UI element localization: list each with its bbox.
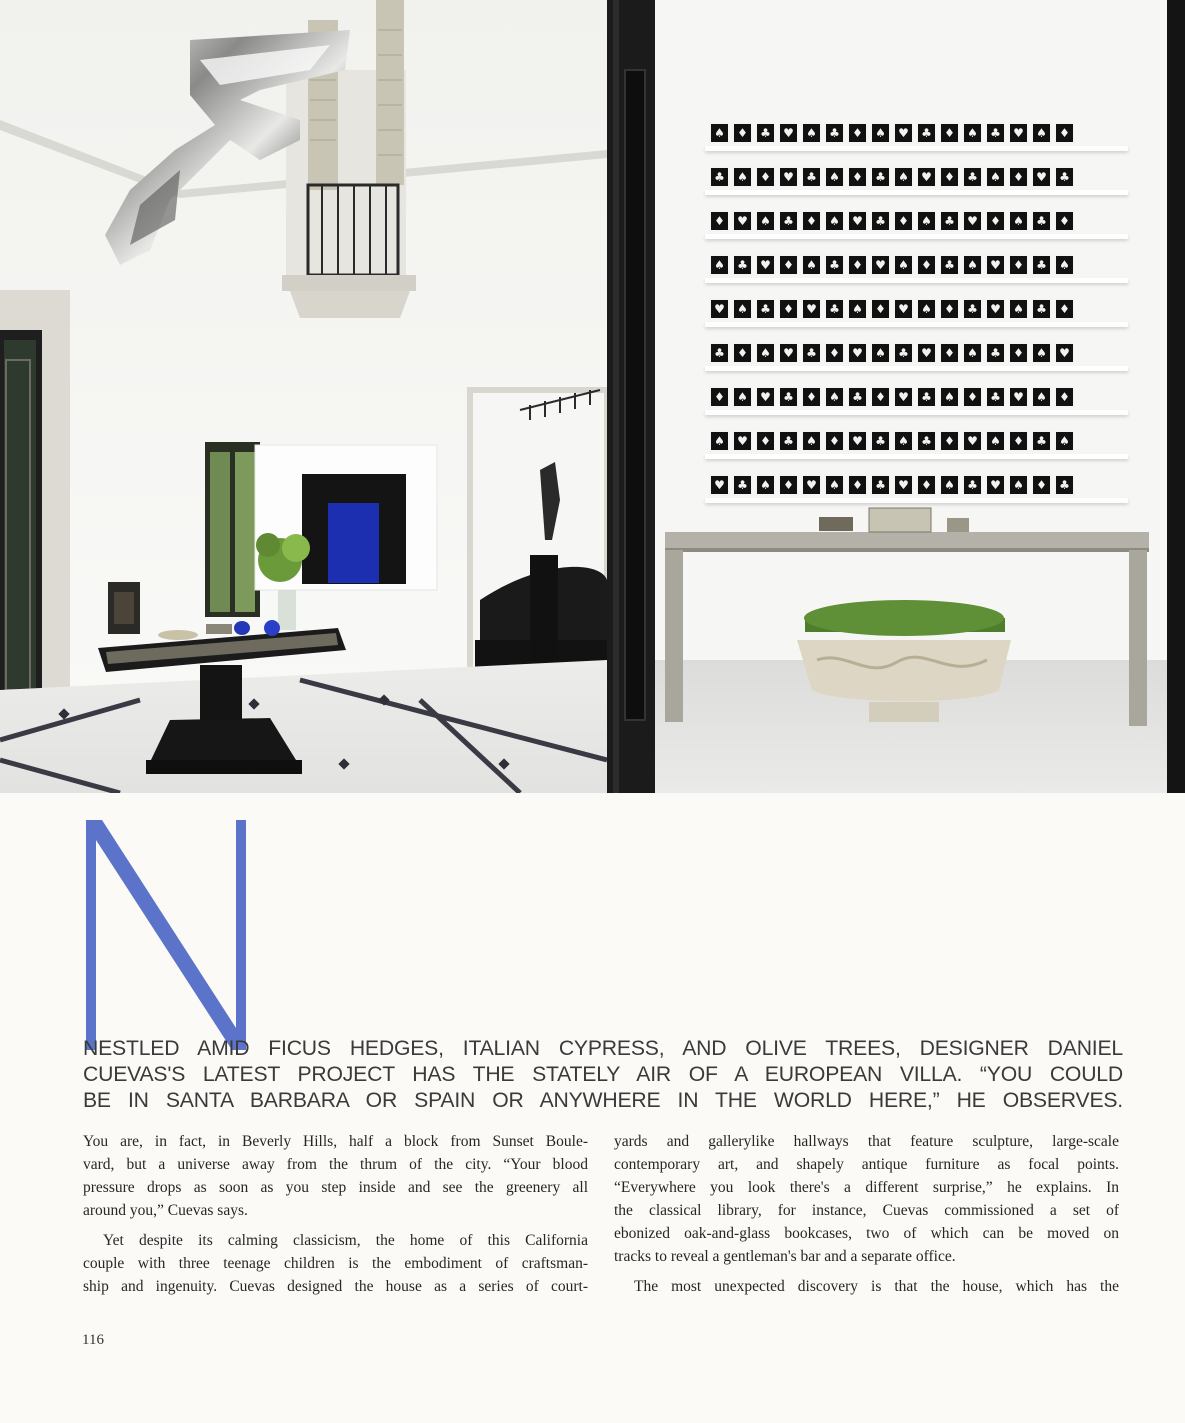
- framed-print: ♦: [847, 474, 868, 496]
- framed-print: ♠: [939, 386, 960, 408]
- print-row: [709, 122, 1124, 144]
- framed-print: ♠: [732, 166, 753, 188]
- framed-print: ♦: [939, 122, 960, 144]
- body-column-left: [83, 1130, 588, 1298]
- body-line: tracks to reveal a gentleman's bar and a separate office.: [614, 1248, 956, 1265]
- photo-entry-hall: [0, 0, 607, 793]
- framed-print: ♣: [870, 430, 891, 452]
- framed-print: ♥: [985, 474, 1006, 496]
- body-line: The most unexpected discovery is that the house, which has the: [634, 1278, 1119, 1295]
- framed-print: ♣: [916, 122, 937, 144]
- framed-print: ♣: [1031, 298, 1052, 320]
- framed-print: ♣: [870, 474, 891, 496]
- framed-print: ♦: [732, 122, 753, 144]
- framed-print: ♥: [732, 210, 753, 232]
- print-shelf: [709, 166, 1124, 210]
- framed-print: ♦: [1054, 210, 1075, 232]
- picture-ledge: [705, 190, 1128, 195]
- picture-ledge: [705, 410, 1128, 415]
- framed-print: ♥: [1008, 122, 1029, 144]
- framed-print: ♣: [870, 210, 891, 232]
- framed-print: ♦: [1008, 430, 1029, 452]
- framed-print: ♣: [778, 386, 799, 408]
- drop-cap-letter: [82, 818, 262, 1060]
- body-line: pressure drops as soon as you step inside and see the greenery all: [83, 1179, 588, 1196]
- framed-print: ♦: [962, 386, 983, 408]
- print-row: [709, 342, 1124, 364]
- framed-print: ♠: [824, 166, 845, 188]
- picture-ledge: [705, 454, 1128, 459]
- framed-print: ♥: [847, 342, 868, 364]
- body-line: the classical library, for instance, Cuevas commissioned a set of: [614, 1202, 1119, 1219]
- body-line: vard, but a universe away from the thrum of the city. “Your blood: [83, 1156, 588, 1173]
- framed-print: ♦: [916, 254, 937, 276]
- framed-print: ♠: [962, 122, 983, 144]
- print-row: [709, 166, 1124, 188]
- framed-print: ♣: [824, 298, 845, 320]
- framed-print: ♠: [709, 122, 730, 144]
- framed-print: ♥: [847, 210, 868, 232]
- body-line: Yet despite its calming classicism, the home of this California: [103, 1232, 588, 1249]
- framed-print: ♠: [1008, 210, 1029, 232]
- framed-print: ♠: [755, 342, 776, 364]
- framed-print: ♥: [893, 474, 914, 496]
- framed-print: ♥: [916, 342, 937, 364]
- framed-print: ♦: [709, 386, 730, 408]
- framed-print: ♣: [709, 166, 730, 188]
- framed-print: ♣: [1031, 430, 1052, 452]
- picture-ledge: [705, 146, 1128, 151]
- body-line: yards and gallerylike hallways that feature sculpture, large-scale: [614, 1133, 1119, 1150]
- framed-print: ♠: [916, 210, 937, 232]
- body-column-right: [614, 1130, 1119, 1298]
- framed-print: ♥: [709, 298, 730, 320]
- framed-print: ♣: [824, 254, 845, 276]
- framed-print: ♥: [1008, 386, 1029, 408]
- framed-print: ♠: [870, 122, 891, 144]
- framed-print: ♠: [1031, 342, 1052, 364]
- framed-print: ♠: [1008, 474, 1029, 496]
- framed-print: ♦: [778, 298, 799, 320]
- print-row: [709, 430, 1124, 452]
- framed-print: ♦: [1031, 474, 1052, 496]
- framed-print: ♣: [755, 298, 776, 320]
- article-deck: [83, 1036, 1123, 1114]
- framed-print: ♠: [893, 430, 914, 452]
- framed-print: ♦: [1054, 122, 1075, 144]
- framed-print: ♥: [778, 342, 799, 364]
- framed-print: ♦: [824, 342, 845, 364]
- framed-print: ♣: [1031, 210, 1052, 232]
- framed-print: ♣: [939, 254, 960, 276]
- framed-print: ♦: [1008, 254, 1029, 276]
- framed-print: ♣: [939, 210, 960, 232]
- framed-print: ♥: [801, 474, 822, 496]
- framed-print: ♥: [985, 298, 1006, 320]
- framed-print: ♦: [893, 210, 914, 232]
- framed-print: ♠: [801, 254, 822, 276]
- framed-print: ♥: [755, 254, 776, 276]
- framed-print: ♠: [893, 166, 914, 188]
- body-line: around you,” Cuevas says.: [83, 1202, 248, 1219]
- body-paragraph: [83, 1130, 588, 1222]
- print-shelf: [709, 430, 1124, 474]
- print-shelf: [709, 122, 1124, 166]
- framed-print: ♠: [1008, 298, 1029, 320]
- body-line: You are, in fact, in Beverly Hills, half a block from Sunset Boule-: [83, 1133, 588, 1150]
- framed-print: ♦: [870, 386, 891, 408]
- framed-print: ♣: [1031, 254, 1052, 276]
- framed-print: ♠: [824, 386, 845, 408]
- framed-print: ♣: [985, 122, 1006, 144]
- framed-print: ♥: [755, 386, 776, 408]
- print-row: [709, 474, 1124, 496]
- framed-print: ♠: [755, 210, 776, 232]
- framed-print: ♠: [755, 474, 776, 496]
- framed-print: ♠: [1031, 386, 1052, 408]
- framed-print: ♣: [985, 386, 1006, 408]
- framed-print: ♥: [1054, 342, 1075, 364]
- framed-print: ♣: [962, 298, 983, 320]
- framed-print: ♣: [778, 210, 799, 232]
- framed-print: ♣: [870, 166, 891, 188]
- framed-print: ♦: [755, 430, 776, 452]
- framed-print: ♥: [732, 430, 753, 452]
- framed-print: ♦: [778, 254, 799, 276]
- framed-print: ♥: [847, 430, 868, 452]
- framed-print: ♣: [962, 474, 983, 496]
- framed-print: ♦: [939, 342, 960, 364]
- framed-print: ♥: [893, 386, 914, 408]
- picture-ledge: [705, 322, 1128, 327]
- deck-line: NESTLED AMID FICUS HEDGES, ITALIAN CYPRESS, AND OLIVE TREES, DESIGNER DANIEL: [83, 1037, 1123, 1060]
- framed-print: ♣: [847, 386, 868, 408]
- framed-print: ♦: [985, 210, 1006, 232]
- picture-ledge: [705, 366, 1128, 371]
- framed-print: ♠: [893, 254, 914, 276]
- picture-ledge: [705, 498, 1128, 503]
- framed-print: ♠: [801, 122, 822, 144]
- framed-print: ♠: [916, 298, 937, 320]
- framed-print: ♥: [801, 298, 822, 320]
- framed-print: ♦: [939, 166, 960, 188]
- drop-cap-text: N: [82, 818, 83, 819]
- body-paragraph: [83, 1229, 588, 1298]
- framed-print: ♥: [709, 474, 730, 496]
- print-shelf: [709, 342, 1124, 386]
- print-shelf: [709, 254, 1124, 298]
- framed-print: ♠: [1054, 254, 1075, 276]
- framed-print: ♣: [801, 166, 822, 188]
- body-line: couple with three teenage children is the embodiment of craftsman-: [83, 1255, 588, 1272]
- framed-print: ♥: [893, 122, 914, 144]
- framed-print: ♦: [1008, 342, 1029, 364]
- framed-print: ♥: [985, 254, 1006, 276]
- print-shelf: [709, 386, 1124, 430]
- picture-ledge: [705, 234, 1128, 239]
- picture-ledge: [705, 278, 1128, 283]
- body-line: ebonized oak-and-glass bookcases, two of which can be moved on: [614, 1225, 1119, 1242]
- framed-print: ♦: [847, 122, 868, 144]
- framed-print: ♠: [870, 342, 891, 364]
- framed-print: ♦: [1054, 386, 1075, 408]
- framed-print: ♠: [962, 254, 983, 276]
- print-shelf: [709, 474, 1124, 518]
- framed-print: ♠: [732, 386, 753, 408]
- body-line: “Everywhere you look there's a different surprise,” he explains. In: [614, 1179, 1119, 1196]
- print-row: [709, 298, 1124, 320]
- entry-hall-illustration: [0, 0, 607, 793]
- framed-print: ♣: [916, 386, 937, 408]
- framed-print: ♣: [801, 342, 822, 364]
- framed-print: ♦: [939, 298, 960, 320]
- body-paragraph: [614, 1275, 1119, 1298]
- framed-print: ♦: [1008, 166, 1029, 188]
- photo-gallery-hall: [607, 0, 1185, 793]
- framed-print: ♣: [824, 122, 845, 144]
- framed-print: ♠: [732, 298, 753, 320]
- framed-print: ♦: [939, 430, 960, 452]
- framed-print: ♦: [847, 166, 868, 188]
- framed-print: ♦: [709, 210, 730, 232]
- framed-print: ♣: [732, 474, 753, 496]
- framed-print: ♠: [962, 342, 983, 364]
- framed-print: ♠: [709, 254, 730, 276]
- framed-print: ♥: [870, 254, 891, 276]
- framed-print: ♥: [1031, 166, 1052, 188]
- body-line: contemporary art, and shapely antique furniture as focal points.: [614, 1156, 1119, 1173]
- framed-print: ♥: [962, 430, 983, 452]
- framed-print: ♦: [847, 254, 868, 276]
- framed-print: ♠: [801, 430, 822, 452]
- framed-print: ♠: [985, 166, 1006, 188]
- framed-print: ♣: [778, 430, 799, 452]
- print-shelf: [709, 210, 1124, 254]
- print-shelf: [709, 298, 1124, 342]
- body-paragraph: [614, 1130, 1119, 1268]
- framed-print: ♠: [985, 430, 1006, 452]
- deck-line: CUEVAS'S LATEST PROJECT HAS THE STATELY AIR OF A EUROPEAN VILLA. “YOU COULD: [83, 1063, 1123, 1086]
- deck-line: BE IN SANTA BARBARA OR SPAIN OR ANYWHERE IN THE WORLD HERE,” HE OBSERVES.: [83, 1089, 1123, 1112]
- framed-print: ♣: [1054, 166, 1075, 188]
- framed-print: ♦: [778, 474, 799, 496]
- framed-print: ♦: [824, 430, 845, 452]
- framed-print: ♣: [916, 430, 937, 452]
- framed-print: ♠: [709, 430, 730, 452]
- framed-print: ♣: [709, 342, 730, 364]
- framed-print: ♦: [732, 342, 753, 364]
- framed-print: ♣: [985, 342, 1006, 364]
- framed-print: ♦: [916, 474, 937, 496]
- page-number: 116: [82, 1332, 104, 1348]
- framed-print: ♥: [893, 298, 914, 320]
- framed-print: ♣: [732, 254, 753, 276]
- framed-print: ♦: [801, 386, 822, 408]
- framed-print: ♦: [755, 166, 776, 188]
- framed-print: ♠: [939, 474, 960, 496]
- framed-print: ♠: [847, 298, 868, 320]
- framed-print: ♠: [824, 474, 845, 496]
- framed-print: ♠: [824, 210, 845, 232]
- framed-print: ♣: [1054, 474, 1075, 496]
- framed-print: ♥: [778, 166, 799, 188]
- framed-print: ♥: [778, 122, 799, 144]
- framed-print: ♣: [962, 166, 983, 188]
- body-line: ship and ingenuity. Cuevas designed the house as a series of court-: [83, 1278, 588, 1295]
- framed-print: ♦: [1054, 298, 1075, 320]
- framed-print: ♠: [1031, 122, 1052, 144]
- framed-print: ♥: [962, 210, 983, 232]
- framed-print: ♠: [1054, 430, 1075, 452]
- framed-print: ♥: [916, 166, 937, 188]
- print-row: [709, 210, 1124, 232]
- framed-print: ♣: [893, 342, 914, 364]
- framed-print: ♦: [870, 298, 891, 320]
- framed-print: ♣: [755, 122, 776, 144]
- framed-print: ♦: [801, 210, 822, 232]
- print-row: [709, 386, 1124, 408]
- print-row: [709, 254, 1124, 276]
- framed-prints-grid: [709, 122, 1124, 518]
